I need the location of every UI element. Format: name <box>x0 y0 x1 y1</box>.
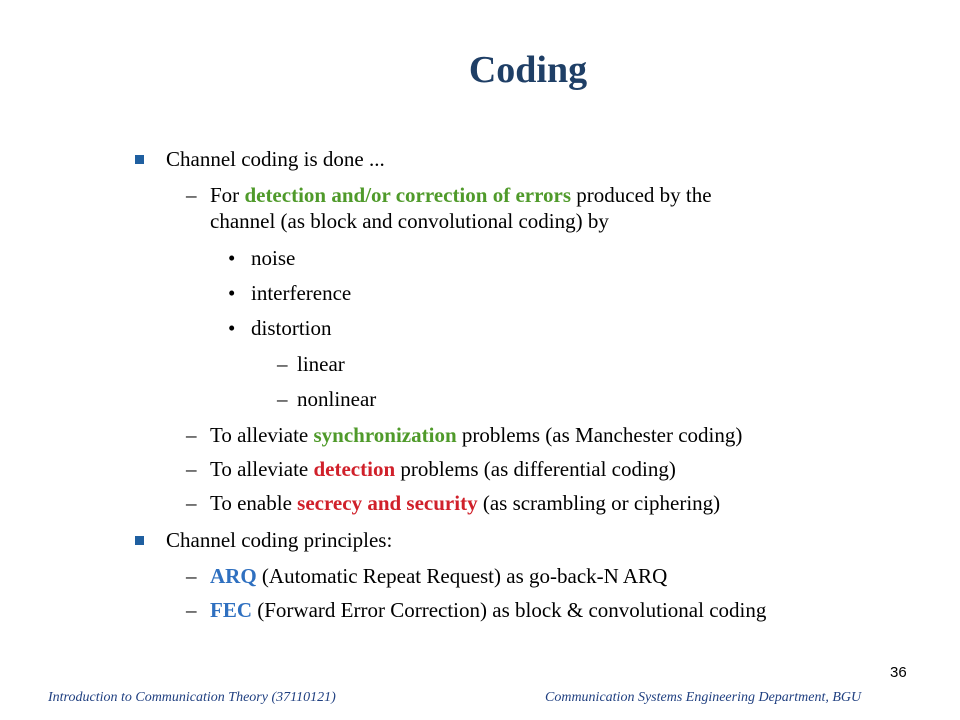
sub-detection-post: produced by the <box>571 183 712 207</box>
dash-bullet-icon: – <box>186 564 197 588</box>
sub-arq <box>210 563 667 589</box>
item-noise: noise <box>251 246 296 270</box>
item-nonlinear: nonlinear <box>297 387 377 411</box>
square-bullet-icon <box>135 155 144 164</box>
page-number: 36 <box>890 664 907 681</box>
sub-sec-post: (as scrambling or ciphering) <box>477 491 721 515</box>
item-interference: interference <box>251 281 352 305</box>
sub-arq-highlight: ARQ <box>210 564 257 588</box>
dot-bullet-icon: • <box>228 316 236 340</box>
sub-detection-highlight: detection and/or correction of errors <box>244 183 572 207</box>
sub-fec-highlight: FEC <box>210 598 252 622</box>
square-bullet-icon <box>135 536 144 545</box>
dash-bullet-icon: – <box>186 423 197 447</box>
sub-detection-pre: For <box>210 183 245 207</box>
sub-det-pre: To alleviate <box>210 457 314 481</box>
sub-fec <box>210 597 766 623</box>
sub-detection-correction <box>210 182 712 208</box>
sub-synchronization <box>210 422 742 448</box>
dash-bullet-icon: – <box>186 491 197 515</box>
sub-sec-pre: To enable <box>210 491 298 515</box>
sub-arq-post: (Automatic Repeat Request) as go-back-N ARQ <box>256 564 668 588</box>
sub-det-highlight: detection <box>313 457 396 481</box>
item-linear: linear <box>297 352 345 376</box>
sub-secrecy <box>210 490 720 516</box>
dash-bullet-icon: – <box>277 387 288 411</box>
dash-bullet-icon: – <box>186 457 197 481</box>
sub-sync-highlight: synchronization <box>313 423 457 447</box>
dash-bullet-icon: – <box>186 183 197 207</box>
bullet-principles: Channel coding principles: <box>166 528 393 552</box>
dot-bullet-icon: • <box>228 281 236 305</box>
sub-fec-post: (Forward Error Correction) as block & convolutional coding <box>252 598 767 622</box>
footer-department: Communication Systems Engineering Department, BGU <box>545 690 862 705</box>
footer-course: Introduction to Communication Theory (37110121) <box>48 690 336 705</box>
sub-sync-post: problems (as Manchester coding) <box>456 423 743 447</box>
dot-bullet-icon: • <box>228 246 236 270</box>
sub-sec-highlight: secrecy and security <box>297 491 478 515</box>
bullet-channel-coding-done: Channel coding is done ... <box>166 147 385 171</box>
sub-detection-problems <box>210 456 676 482</box>
sub-sync-pre: To alleviate <box>210 423 314 447</box>
sub-det-post: problems (as differential coding) <box>395 457 676 481</box>
sub-detection-line2: channel (as block and convolutional coding) by <box>210 209 609 233</box>
dash-bullet-icon: – <box>186 598 197 622</box>
dash-bullet-icon: – <box>277 352 288 376</box>
slide-title: Coding <box>468 49 588 91</box>
item-distortion: distortion <box>251 316 332 340</box>
